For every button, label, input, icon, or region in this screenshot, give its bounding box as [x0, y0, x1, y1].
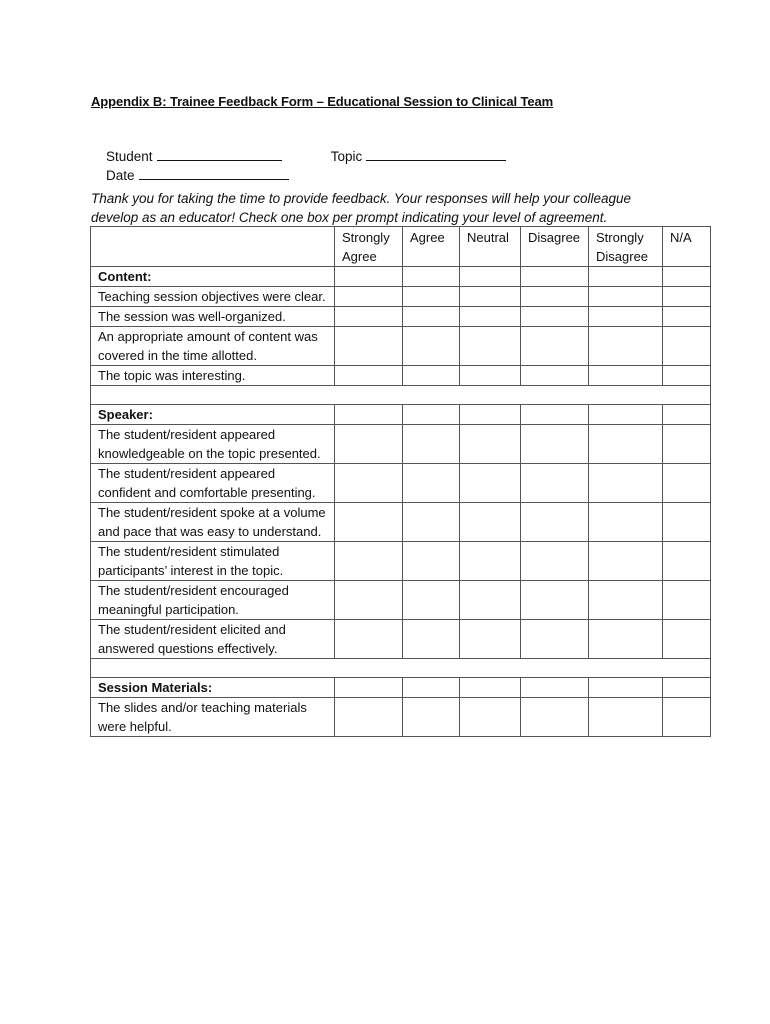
checkbox-cell[interactable] — [403, 405, 460, 425]
form-title: Appendix B: Trainee Feedback Form – Educational Session to Clinical Team — [91, 94, 554, 109]
checkbox-cell[interactable] — [460, 620, 521, 659]
checkbox-cell[interactable] — [403, 542, 460, 581]
checkbox-cell[interactable] — [403, 366, 460, 386]
checkbox-cell[interactable] — [589, 267, 663, 287]
prompt-text: The student/resident spoke at a volume and pace that was easy to understand. — [91, 503, 335, 542]
checkbox-cell[interactable] — [460, 366, 521, 386]
prompt-text: The slides and/or teaching materials were helpful. — [91, 698, 335, 737]
col-na: N/A — [663, 227, 711, 267]
checkbox-cell[interactable] — [663, 620, 711, 659]
spacer-cell — [91, 386, 711, 405]
section-row-materials — [91, 678, 711, 698]
checkbox-cell[interactable] — [460, 425, 521, 464]
table-row — [91, 542, 711, 581]
checkbox-cell[interactable] — [460, 267, 521, 287]
checkbox-cell[interactable] — [663, 405, 711, 425]
prompt-text: The student/resident encouraged meaningful participation. — [91, 581, 335, 620]
checkbox-cell[interactable] — [335, 287, 403, 307]
checkbox-cell[interactable] — [403, 698, 460, 737]
checkbox-cell[interactable] — [663, 327, 711, 366]
checkbox-cell[interactable] — [460, 327, 521, 366]
header-blank-cell — [91, 227, 335, 267]
checkbox-cell[interactable] — [521, 405, 589, 425]
checkbox-cell[interactable] — [403, 581, 460, 620]
header-row — [91, 227, 711, 267]
checkbox-cell[interactable] — [589, 581, 663, 620]
checkbox-cell[interactable] — [403, 267, 460, 287]
checkbox-cell[interactable] — [460, 464, 521, 503]
checkbox-cell[interactable] — [460, 503, 521, 542]
checkbox-cell[interactable] — [663, 698, 711, 737]
checkbox-cell[interactable] — [335, 678, 403, 698]
table-row — [91, 287, 711, 307]
col-agree: Agree — [403, 227, 460, 267]
checkbox-cell[interactable] — [663, 678, 711, 698]
checkbox-cell[interactable] — [589, 698, 663, 737]
table-row — [91, 307, 711, 327]
prompt-text: The student/resident appeared confident and comfortable presenting. — [91, 464, 335, 503]
section-label-materials: Session Materials: — [91, 678, 335, 698]
checkbox-cell[interactable] — [403, 425, 460, 464]
prompt-text: An appropriate amount of content was covered in the time allotted. — [91, 327, 335, 366]
checkbox-cell[interactable] — [335, 542, 403, 581]
col-neutral: Neutral — [460, 227, 521, 267]
table-row — [91, 327, 711, 366]
checkbox-cell[interactable] — [460, 307, 521, 327]
checkbox-cell[interactable] — [589, 366, 663, 386]
table-row — [91, 425, 711, 464]
col-strongly-disagree: Strongly Disagree — [589, 227, 663, 267]
checkbox-cell[interactable] — [335, 327, 403, 366]
checkbox-cell[interactable] — [589, 464, 663, 503]
checkbox-cell[interactable] — [589, 503, 663, 542]
checkbox-cell[interactable] — [589, 405, 663, 425]
checkbox-cell[interactable] — [460, 287, 521, 307]
checkbox-cell[interactable] — [403, 287, 460, 307]
checkbox-cell[interactable] — [589, 678, 663, 698]
rating-table — [90, 226, 711, 737]
checkbox-cell[interactable] — [460, 542, 521, 581]
topic-field[interactable] — [316, 132, 506, 179]
spacer-row — [91, 386, 711, 405]
checkbox-cell[interactable] — [663, 267, 711, 287]
checkbox-cell[interactable] — [521, 366, 589, 386]
checkbox-cell[interactable] — [403, 678, 460, 698]
table-row — [91, 698, 711, 737]
checkbox-cell[interactable] — [663, 307, 711, 327]
checkbox-cell[interactable] — [521, 287, 589, 307]
col-strongly-agree: Strongly Agree — [335, 227, 403, 267]
checkbox-cell[interactable] — [521, 307, 589, 327]
checkbox-cell[interactable] — [663, 366, 711, 386]
checkbox-cell[interactable] — [521, 464, 589, 503]
prompt-text: The student/resident appeared knowledgeable on the topic presented. — [91, 425, 335, 464]
date-blank[interactable] — [139, 166, 289, 180]
checkbox-cell[interactable] — [335, 581, 403, 620]
checkbox-cell[interactable] — [460, 678, 521, 698]
student-label: Student — [106, 149, 153, 164]
checkbox-cell[interactable] — [663, 425, 711, 464]
checkbox-cell[interactable] — [335, 620, 403, 659]
checkbox-cell[interactable] — [589, 620, 663, 659]
spacer-cell — [91, 659, 711, 678]
checkbox-cell[interactable] — [460, 698, 521, 737]
section-label-speaker: Speaker: — [91, 405, 335, 425]
checkbox-cell[interactable] — [403, 503, 460, 542]
checkbox-cell[interactable] — [521, 698, 589, 737]
checkbox-cell[interactable] — [335, 503, 403, 542]
checkbox-cell[interactable] — [589, 287, 663, 307]
table-row — [91, 366, 711, 386]
checkbox-cell[interactable] — [521, 503, 589, 542]
spacer-row — [91, 659, 711, 678]
table-row — [91, 620, 711, 659]
checkbox-cell[interactable] — [335, 405, 403, 425]
checkbox-cell[interactable] — [335, 464, 403, 503]
topic-label: Topic — [330, 149, 363, 164]
checkbox-cell[interactable] — [521, 620, 589, 659]
prompt-text: The session was well-organized. — [91, 307, 335, 327]
checkbox-cell[interactable] — [589, 542, 663, 581]
checkbox-cell[interactable] — [521, 542, 589, 581]
checkbox-cell[interactable] — [460, 405, 521, 425]
checkbox-cell[interactable] — [521, 581, 589, 620]
checkbox-cell[interactable] — [589, 307, 663, 327]
checkbox-cell[interactable] — [521, 267, 589, 287]
col-disagree: Disagree — [521, 227, 589, 267]
topic-blank[interactable] — [366, 147, 506, 161]
prompt-text: Teaching session objectives were clear. — [91, 287, 335, 307]
section-row-speaker — [91, 405, 711, 425]
checkbox-cell[interactable] — [663, 464, 711, 503]
checkbox-cell[interactable] — [335, 267, 403, 287]
checkbox-cell[interactable] — [589, 425, 663, 464]
checkbox-cell[interactable] — [521, 327, 589, 366]
checkbox-cell[interactable] — [403, 620, 460, 659]
section-label-content: Content: — [91, 267, 335, 287]
checkbox-cell[interactable] — [663, 503, 711, 542]
checkbox-cell[interactable] — [335, 698, 403, 737]
checkbox-cell[interactable] — [663, 581, 711, 620]
prompt-text: The topic was interesting. — [91, 366, 335, 386]
checkbox-cell[interactable] — [460, 581, 521, 620]
table-row — [91, 581, 711, 620]
instructions-line-1: Thank you for taking the time to provide feedback. Your responses will help your colleague — [91, 191, 632, 206]
checkbox-cell[interactable] — [589, 327, 663, 366]
checkbox-cell[interactable] — [663, 287, 711, 307]
checkbox-cell[interactable] — [403, 464, 460, 503]
instructions-line-2: develop as an educator! Check one box per prompt indicating your level of agreement. — [91, 210, 608, 225]
date-label: Date — [106, 168, 135, 183]
section-row-content — [91, 267, 711, 287]
checkbox-cell[interactable] — [521, 678, 589, 698]
checkbox-cell[interactable] — [403, 307, 460, 327]
checkbox-cell[interactable] — [521, 425, 589, 464]
prompt-text: The student/resident elicited and answered questions effectively. — [91, 620, 335, 659]
checkbox-cell[interactable] — [335, 307, 403, 327]
checkbox-cell[interactable] — [403, 327, 460, 366]
instructions — [91, 189, 691, 227]
table-row — [91, 464, 711, 503]
table-row — [91, 503, 711, 542]
checkbox-cell[interactable] — [335, 425, 403, 464]
checkbox-cell[interactable] — [335, 366, 403, 386]
checkbox-cell[interactable] — [663, 542, 711, 581]
prompt-text: The student/resident stimulated participants’ interest in the topic. — [91, 542, 335, 581]
